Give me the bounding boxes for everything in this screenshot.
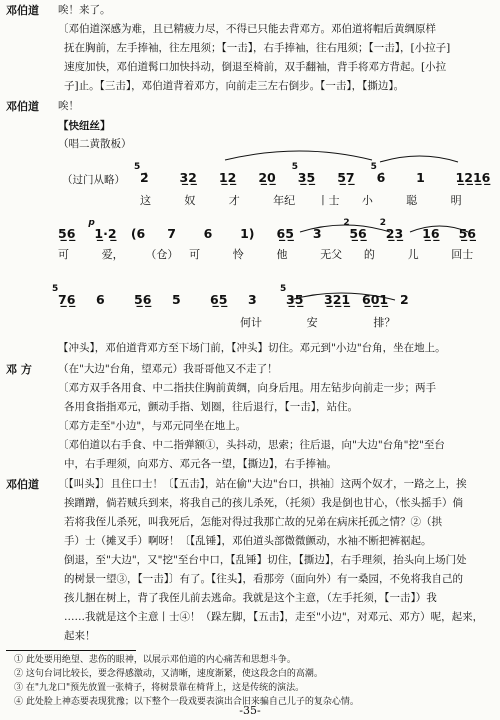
footnote-2: ② 这句台词比较长，要念得感激动，又清晰，速度渐紧，使这段念白的高潮。 — [14, 669, 323, 679]
score-note-grace: 5 — [52, 284, 59, 294]
score-slurs — [0, 0, 500, 330]
deng-fang-speech: （在"大边"台角，望邓元）我哥哥他又不走了！ — [58, 363, 278, 375]
score-note: 1̲·2̲ — [94, 226, 117, 241]
lyric-syllable: 怜 — [232, 248, 244, 261]
stage-direction-1c: 速度加快，邓伯道髯口加快抖动，倒退至椅前，双手翻袖，背手将邓方背起。[小拉 — [64, 61, 447, 73]
lyric-row-2 — [58, 246, 495, 262]
lyric-syllable: 聪 — [406, 194, 418, 207]
score-note: 6̇ — [376, 170, 386, 185]
footnote-rule — [6, 650, 136, 651]
score-note-grace: 5 — [280, 284, 287, 294]
score-note: 6̲5̲ — [276, 226, 294, 241]
footnote-4: ④ 此处脸上神态要表现犹豫；以下整个一段戏要表演出合旧来骗自己儿子的复杂心情。 — [14, 697, 359, 707]
score-note: 1 — [416, 170, 425, 185]
score-note: 5̲6̲ — [458, 226, 476, 241]
lyric-row-3 — [240, 314, 440, 330]
monologue-line-6: 的树景一望③，【一击】〕有了。【往头】，看那旁（面向外）有一桑园，不免将我自己的 — [64, 573, 463, 585]
stage-direction-3e: 中，右手理须，向邓方、邓元各一望，【撕边】，右手捧袖。 — [64, 458, 337, 470]
score-note: 2̲0̲ — [258, 170, 276, 185]
score-row-3 — [52, 284, 438, 312]
score-note: 6 — [96, 292, 105, 307]
monologue-line-4: 手）士（摊叉手）啊呀！〔【乱锤】，邓伯道头部微微颤动，水袖不断把裤裾起。 — [64, 535, 432, 547]
score-note: 5̲6̲ — [349, 226, 367, 241]
lyric-syllable: 才 — [228, 194, 240, 207]
score-note-grace: 2 — [343, 218, 350, 228]
score-note: 5 — [172, 292, 181, 307]
monologue-line-2: 挨蹭蹭，倘若贼兵到来，将我自己的孩儿杀死，（托须）我是倒也甘心，（怅头摇手）倘 — [64, 497, 463, 509]
stage-direction-3d: 〔邓伯道以右手食、中二指弹额①，头抖动，思索；往后退，向"大边"台角"挖"至台 — [58, 439, 445, 451]
lyric-row-1 — [140, 192, 495, 208]
lyric-syllable: 他 — [276, 248, 288, 261]
role-deng-bodao-1: 邓伯道 — [6, 4, 39, 17]
lyric-syllable: 何计 — [240, 316, 262, 329]
stage-direction-1b: 抚在胸前，左手捧袖，往左甩须；【一击】，右手捧袖，往右甩须；【一击】，[小拉子] — [64, 42, 451, 54]
stage-direction-1d: 子]止。【三击】，邓伯道背着邓方，向前走三左右倒步。【一击】，【撕边】。 — [64, 80, 405, 92]
lyric-syllable: 排？ — [373, 316, 396, 329]
score-note: 7̲6̲ — [58, 292, 76, 307]
score-note: 3̲2̲1̲ — [324, 292, 351, 307]
score-note: 3̲2̲ — [179, 170, 197, 185]
score-intro: （过门从略） — [62, 174, 125, 186]
score-note-grace: 5 — [370, 162, 377, 172]
role-deng-bodao-3: 邓伯道 — [6, 478, 39, 491]
score-note: 5̲7̲ — [337, 170, 355, 185]
footnote-3: ③ 在"九龙口"预先放置一张椅子，将树景靠在椅背上，这是传统的演法。 — [14, 683, 305, 693]
score-note: 3 — [248, 292, 257, 307]
lyric-syllable: 回士 — [451, 248, 474, 261]
role-deng-fang: 邓 方 — [6, 363, 32, 376]
lyric-syllable: 奴 — [184, 194, 196, 207]
score-note: 3̲5̲ — [286, 292, 304, 307]
score-note: 3̲5̲ — [297, 170, 316, 185]
score-note: 2̇ — [140, 170, 149, 185]
stage-direction-3b: 各用食指指邓元，颤动手指、划圈，往后退行，【一击】，站住。 — [64, 401, 358, 413]
lyric-syllable: 儿 — [407, 248, 419, 261]
stage-direction-3a: 〔邓方双手各用食、中二指扶住胸前黄绸，向身后甩。用左钻步向前走一步；两手 — [58, 382, 436, 394]
page-number: -35- — [239, 704, 261, 717]
score-note: 3 — [312, 226, 322, 241]
monologue-line-3: 若将我侄儿杀死，叫我死后，怎能对得过我那亡故的兄弟在病床托孤之情？②（拱 — [64, 516, 442, 528]
lyric-syllable: 明 — [450, 194, 462, 207]
lyric-syllable: （仓） — [145, 248, 179, 261]
score-note: 6 — [203, 226, 213, 241]
score-note: 1̲2̲1̲6̲ — [455, 170, 491, 185]
monologue-line-9: 起来！ — [64, 630, 96, 642]
stage-direction-1a: 〔邓伯道深感为难，且已精疲力尽，不得已只能去背邓方。邓伯道将帽后黄绸原样 — [58, 23, 436, 35]
score-note: 6̲5̲ — [210, 292, 228, 307]
footnote-1: ① 此处要用绝望、悲伤的眼神，以展示邓伯道的内心痛苦和思想斗争。 — [14, 655, 296, 665]
score-note: 5̲6̲ — [58, 226, 76, 241]
score-row-2 — [58, 218, 495, 246]
lyric-syllable: 的 — [363, 248, 375, 261]
score-note: 7 — [167, 226, 176, 241]
score-tempo-label: 【快纽丝】 — [58, 120, 111, 132]
lyric-syllable: 小 — [361, 194, 373, 207]
score-row-1 — [134, 162, 495, 190]
lyric-syllable: 无父 — [320, 248, 343, 261]
score-aria-label: （唱二黄散板） — [58, 138, 132, 150]
monologue-line-7: 孩儿捆在树上，背了我侄儿前去逃命。我就是这个主意，（左手托须，【一击】）我 — [64, 592, 437, 604]
monologue-line-5: 倒退，至"大边"，又"挖"至台中口，【乱锤】切住，【撕边】，右手理须，抬头向上场门处 — [64, 554, 467, 566]
lyric-syllable: 可 — [189, 248, 201, 261]
stage-direction-3c: 〔邓方走至"小边"，与邓元同坐在地上。 — [58, 420, 247, 432]
monologue-line-1: 〔【叫头】〕且住口士！〔【五击】，站在偷"大边"台口，拱袖〕这两个奴才，一路之上，挨 — [58, 478, 467, 490]
monologue-line-8: ……我就是这个主意丨士④！（跺左脚，【五击】，走至"小边"，对邓元、邓方）呢，起来， — [64, 611, 484, 623]
role-deng-bodao-2: 邓伯道 — [6, 100, 39, 113]
score-note: 6̲0̲1̲ — [362, 292, 389, 307]
stage-direction-2: 【冲头】，邓伯道背邓方至下场门前，【冲头】切住。邓元到"小边"台角，坐在地上。 — [58, 342, 446, 354]
score-note: 5̲6̲ — [134, 292, 152, 307]
score-note-grace: 5 — [291, 162, 299, 172]
score-note-grace: 5 — [134, 162, 141, 172]
lyric-syllable: 这 — [140, 194, 151, 207]
score-note: 1) — [240, 226, 255, 241]
lyric-syllable: 年纪 — [273, 194, 296, 207]
score-note: (6 — [130, 226, 146, 241]
score-note: 2 — [400, 292, 409, 307]
speech-line-1: 唉！来了。 — [58, 4, 111, 16]
score-note-grace: p — [88, 218, 95, 228]
speech-line-2: 唉！ — [58, 100, 79, 112]
score-note: 1̲2̲ — [218, 170, 237, 185]
score-note-grace: 2 — [379, 218, 387, 228]
lyric-syllable: 丨士 — [317, 194, 340, 207]
score-note: 2̲3̲ — [385, 226, 404, 241]
lyric-syllable: 爱， — [101, 248, 124, 261]
lyric-syllable: 安 — [306, 316, 318, 329]
score-note: 1̲6̲ — [422, 226, 440, 241]
lyric-syllable: 可 — [58, 248, 69, 261]
